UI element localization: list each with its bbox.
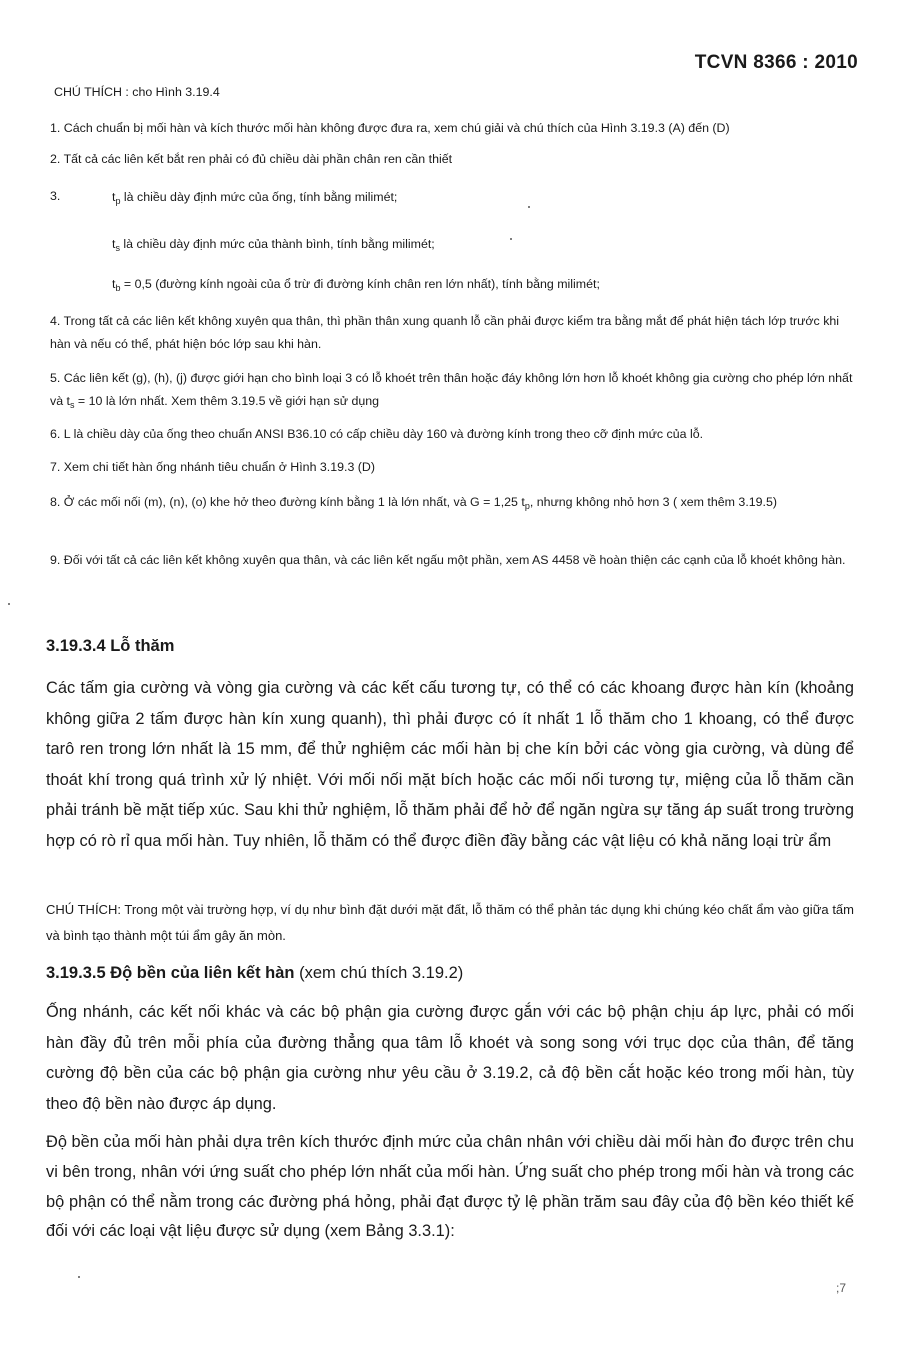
symbol-subscript: p <box>115 196 121 206</box>
page-number: ;7 <box>835 1281 846 1295</box>
section-body-3-19-3-4: Các tấm gia cường và vòng gia cường và các kết cấu tương tự, có thể có các khoang được hàn kín (khoảng không giữa 2 tấm được hàn kín xung quanh), thì phải được có ít nhất 1 lỗ thăm cho 1 khoang, có thể được tarô ren trong lớn nhất là 15 mm, để thử nghiệm các mối hàn bị che kín bởi các vòng gia cường, và dùng để thoát khí trong quá trình xử lý nhiệt. Với mối nối mặt bích hoặc các mối nối tương tự, miệng của lỗ thăm cần phải tránh bề mặt tiếp xúc. Sau khi thử nghiệm, lỗ thăm phải để hở để ngăn ngừa sự tăng áp suất trong trường hợp có rò rỉ qua mối hàn. Tuy nhiên, lỗ thăm có thể được điền đầy bằng các vật liệu có khả năng loại trừ ẩm <box>46 679 854 850</box>
note-text: Xem chi tiết hàn ống nhánh tiêu chuẩn ở Hình 3.19.3 (D) <box>63 460 375 474</box>
heading-reference: (xem chú thích 3.19.2) <box>294 964 464 982</box>
note-text: Cách chuẩn bị mối hàn và kích thước mối hàn không được đưa ra, xem chú giải và chú thích của Hình 3.19.3 (A) đến (D) <box>63 121 730 135</box>
symbol: t <box>112 190 116 204</box>
note-number: 9. <box>50 553 61 567</box>
note-number: 5. <box>50 371 61 385</box>
section-paragraph-2: Độ bền của mối hàn phải dựa trên kích thước định mức của chân nhân với chiều dài mối hàn đo được trên chu vi bên trong, nhân với ứng suất cho phép lớn nhất của mối hàn. Ứng suất cho phép trong mối hàn và trong các bộ phận có thể nằm trong các đường phá hỏng, phải đạt được tỷ lệ phần trăm sau đây của độ bền kéo thiết kế đối với các loại vật liệu được sử dụng (xem Bảng 3.3.1): <box>46 1133 854 1241</box>
note-sub-item-tp <box>112 189 397 209</box>
note-item-7 <box>50 459 860 475</box>
note-number: 6. <box>50 427 61 441</box>
section-heading-3-19-3-5 <box>46 964 463 983</box>
note-item-5 <box>50 367 860 417</box>
definition-text: = 0,5 (đường kính ngoài của ổ trừ đi đường kính chân ren lớn nhất), tính bằng milimét; <box>120 277 600 291</box>
note-item-4 <box>50 310 860 356</box>
note-text: Các liên kết (g), (h), (j) được giới hạn cho bình loại 3 có lỗ khoét trên thân hoặc đáy không lớn hơn lỗ khoét không gia cường cho phép lớn nhất và t <box>50 371 853 408</box>
note-text-continued: = 10 là lớn nhất. Xem thêm 3.19.5 về giới hạn sử dụng <box>74 394 380 408</box>
note-text: Đối với tất cả các liên kết không xuyên qua thân, và các liên kết ngấu một phần, xem AS 4458 về hoàn thiện các cạnh của lỗ khoét không hàn. <box>63 553 846 567</box>
symbol-subscript: s <box>115 243 120 253</box>
symbol-subscript: b <box>115 283 121 293</box>
scan-speck <box>510 238 512 240</box>
symbol: t <box>112 237 116 251</box>
note-sub-item-ts <box>112 236 435 256</box>
note-text: Tất cả các liên kết bắt ren phải có đủ chiều dài phần chân ren cần thiết <box>63 152 453 166</box>
subscript: s <box>69 400 75 410</box>
section-note-3-19-3-4: CHÚ THÍCH: Trong một vài trường hợp, ví dụ như bình đặt dưới mặt đất, lỗ thăm có thể phản tác dụng khi chúng kéo chất ẩm vào giữa tấm và bình tạo thành một túi ẩm gây ăn mòn. <box>46 902 854 943</box>
note-number: 1. <box>50 121 61 135</box>
section-paragraph-1: Ống nhánh, các kết nối khác và các bộ phận gia cường được gắn với các bộ phận chịu áp lực, phải có mối hàn đầy đủ trên mỗi phía của đường thẳng qua tâm lỗ khoét và song song với trục dọc của thân, để tăng cường độ bền của các bộ phận gia cường như yêu cầu ở 3.19.2, cả độ bền cắt hoặc kéo trong mối hàn, tùy theo độ bền nào được áp dụng. <box>46 1003 854 1113</box>
note-text: L là chiều dày của ống theo chuẩn ANSI B36.10 có cấp chiều dày 160 và đường kính trong theo cỡ định mức của lỗ. <box>63 427 704 441</box>
note-number: 7. <box>50 460 61 474</box>
symbol: t <box>112 277 116 291</box>
note-sub-item-tb <box>112 276 600 296</box>
note-item-8 <box>50 491 860 518</box>
note-text-continued: , nhưng không nhỏ hơn 3 ( xem thêm 3.19.5) <box>529 495 777 509</box>
note-number: 4. <box>50 314 61 328</box>
note-item-6 <box>50 426 860 442</box>
note-item-2 <box>50 151 860 167</box>
scan-speck <box>8 603 10 605</box>
note-item-1 <box>50 120 860 136</box>
heading-title: 3.19.3.5 Độ bền của liên kết hàn <box>46 964 295 982</box>
definition-text: là chiều dày định mức của ống, tính bằng milimét; <box>120 190 398 204</box>
notes-title: CHÚ THÍCH : cho Hình 3.19.4 <box>54 85 220 99</box>
section-heading-3-19-3-4: 3.19.3.4 Lỗ thăm <box>46 637 175 655</box>
standard-code: TCVN 8366 : 2010 <box>694 52 858 73</box>
subscript: p <box>524 501 530 511</box>
note-number: 8. <box>50 495 61 509</box>
definition-text: là chiều dày định mức của thành bình, tính bằng milimét; <box>119 237 435 251</box>
note-number: 3. <box>50 189 61 203</box>
note-text: Trong tất cả các liên kết không xuyên qua thân, thì phần thân xung quanh lỗ cần phải được kiểm tra bằng mắt để phát hiện tách lớp trước khi hàn và nếu có thể, phát hiện bóc lớp sau khi hàn. <box>50 314 840 351</box>
scan-speck <box>78 1276 80 1278</box>
note-text: Ở các mối nối (m), (n), (o) khe hở theo đường kính bằng 1 là lớn nhất, và G = 1,25 t <box>63 495 525 509</box>
note-item-9 <box>50 549 860 572</box>
scan-speck <box>528 206 530 208</box>
note-number: 2. <box>50 152 61 166</box>
